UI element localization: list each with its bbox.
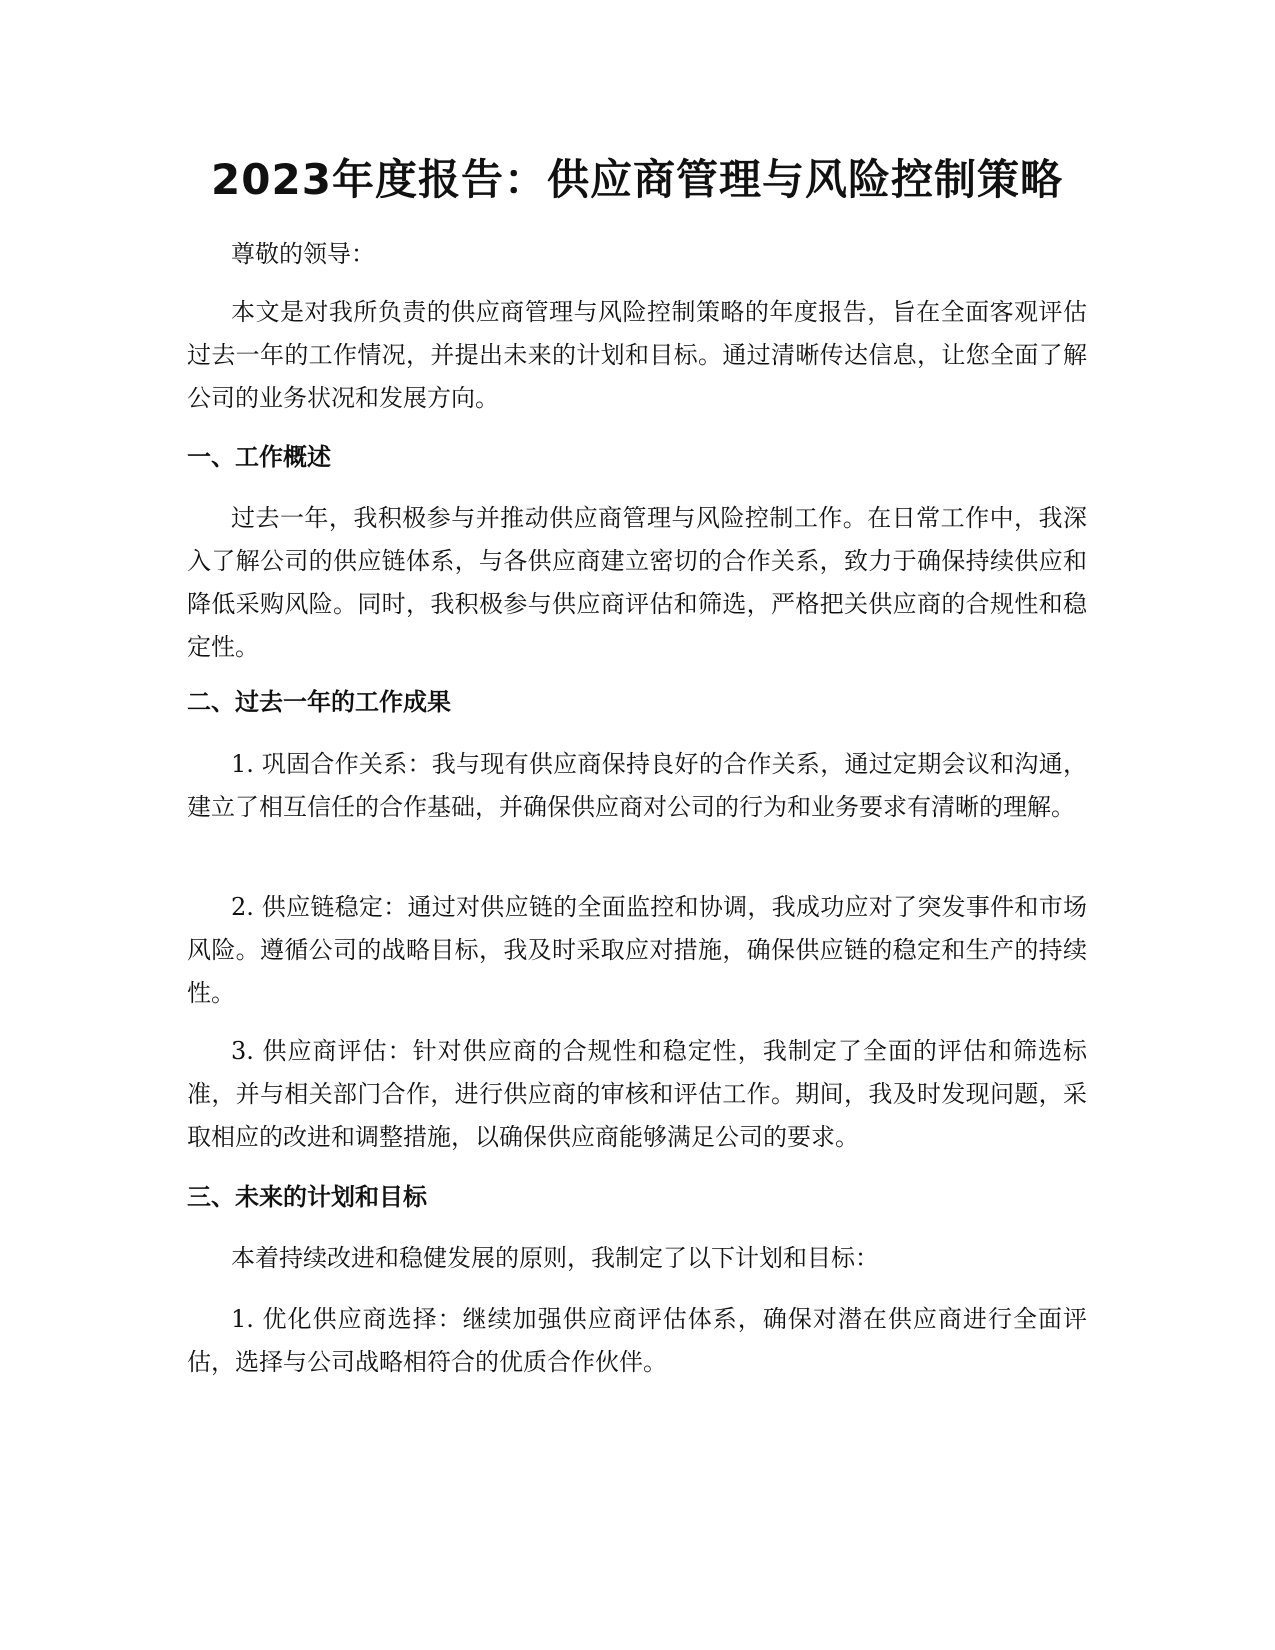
plan-item: 1. 优化供应商选择：继续加强供应商评估体系，确保对潜在供应商进行全面评估，选择与公司战略相符合的优质合作伙伴。: [187, 1305, 1087, 1376]
section-heading-achievements: 二、过去一年的工作成果: [187, 688, 451, 716]
salutation: 尊敬的领导：: [231, 240, 375, 268]
achievement-item: 2. 供应链稳定：通过对供应链的全面监控和协调，我成功应对了突发事件和市场风险。遵循公司的战略目标，我及时采取应对措施，确保供应链的稳定和生产的持续性。: [187, 893, 1087, 1007]
future-plans-intro: 本着持续改进和稳健发展的原则，我制定了以下计划和目标：: [231, 1244, 879, 1272]
section-heading-overview: 一、工作概述: [187, 443, 331, 471]
achievement-item: 3. 供应商评估：针对供应商的合规性和稳定性，我制定了全面的评估和筛选标准，并与相关部门合作，进行供应商的审核和评估工作。期间，我及时发现问题，采取相应的改进和调整措施，以确保供应商能够满足公司的要求。: [187, 1037, 1087, 1151]
overview-paragraph: 过去一年，我积极参与并推动供应商管理与风险控制工作。在日常工作中，我深入了解公司的供应链体系，与各供应商建立密切的合作关系，致力于确保持续供应和降低采购风险。同时，我积极参与供应商评估和筛选，严格把关供应商的合规性和稳定性。: [187, 504, 1087, 661]
document-title: 2023年度报告：供应商管理与风险控制策略: [211, 155, 1063, 204]
achievement-item: 1. 巩固合作关系：我与现有供应商保持良好的合作关系，通过定期会议和沟通，建立了相互信任的合作基础，并确保供应商对公司的行为和业务要求有清晰的理解。: [187, 750, 1087, 821]
section-heading-future-plans: 三、未来的计划和目标: [187, 1183, 427, 1211]
intro-paragraph: 本文是对我所负责的供应商管理与风险控制策略的年度报告，旨在全面客观评估过去一年的工作情况，并提出未来的计划和目标。通过清晰传达信息，让您全面了解公司的业务状况和发展方向。: [187, 298, 1087, 412]
